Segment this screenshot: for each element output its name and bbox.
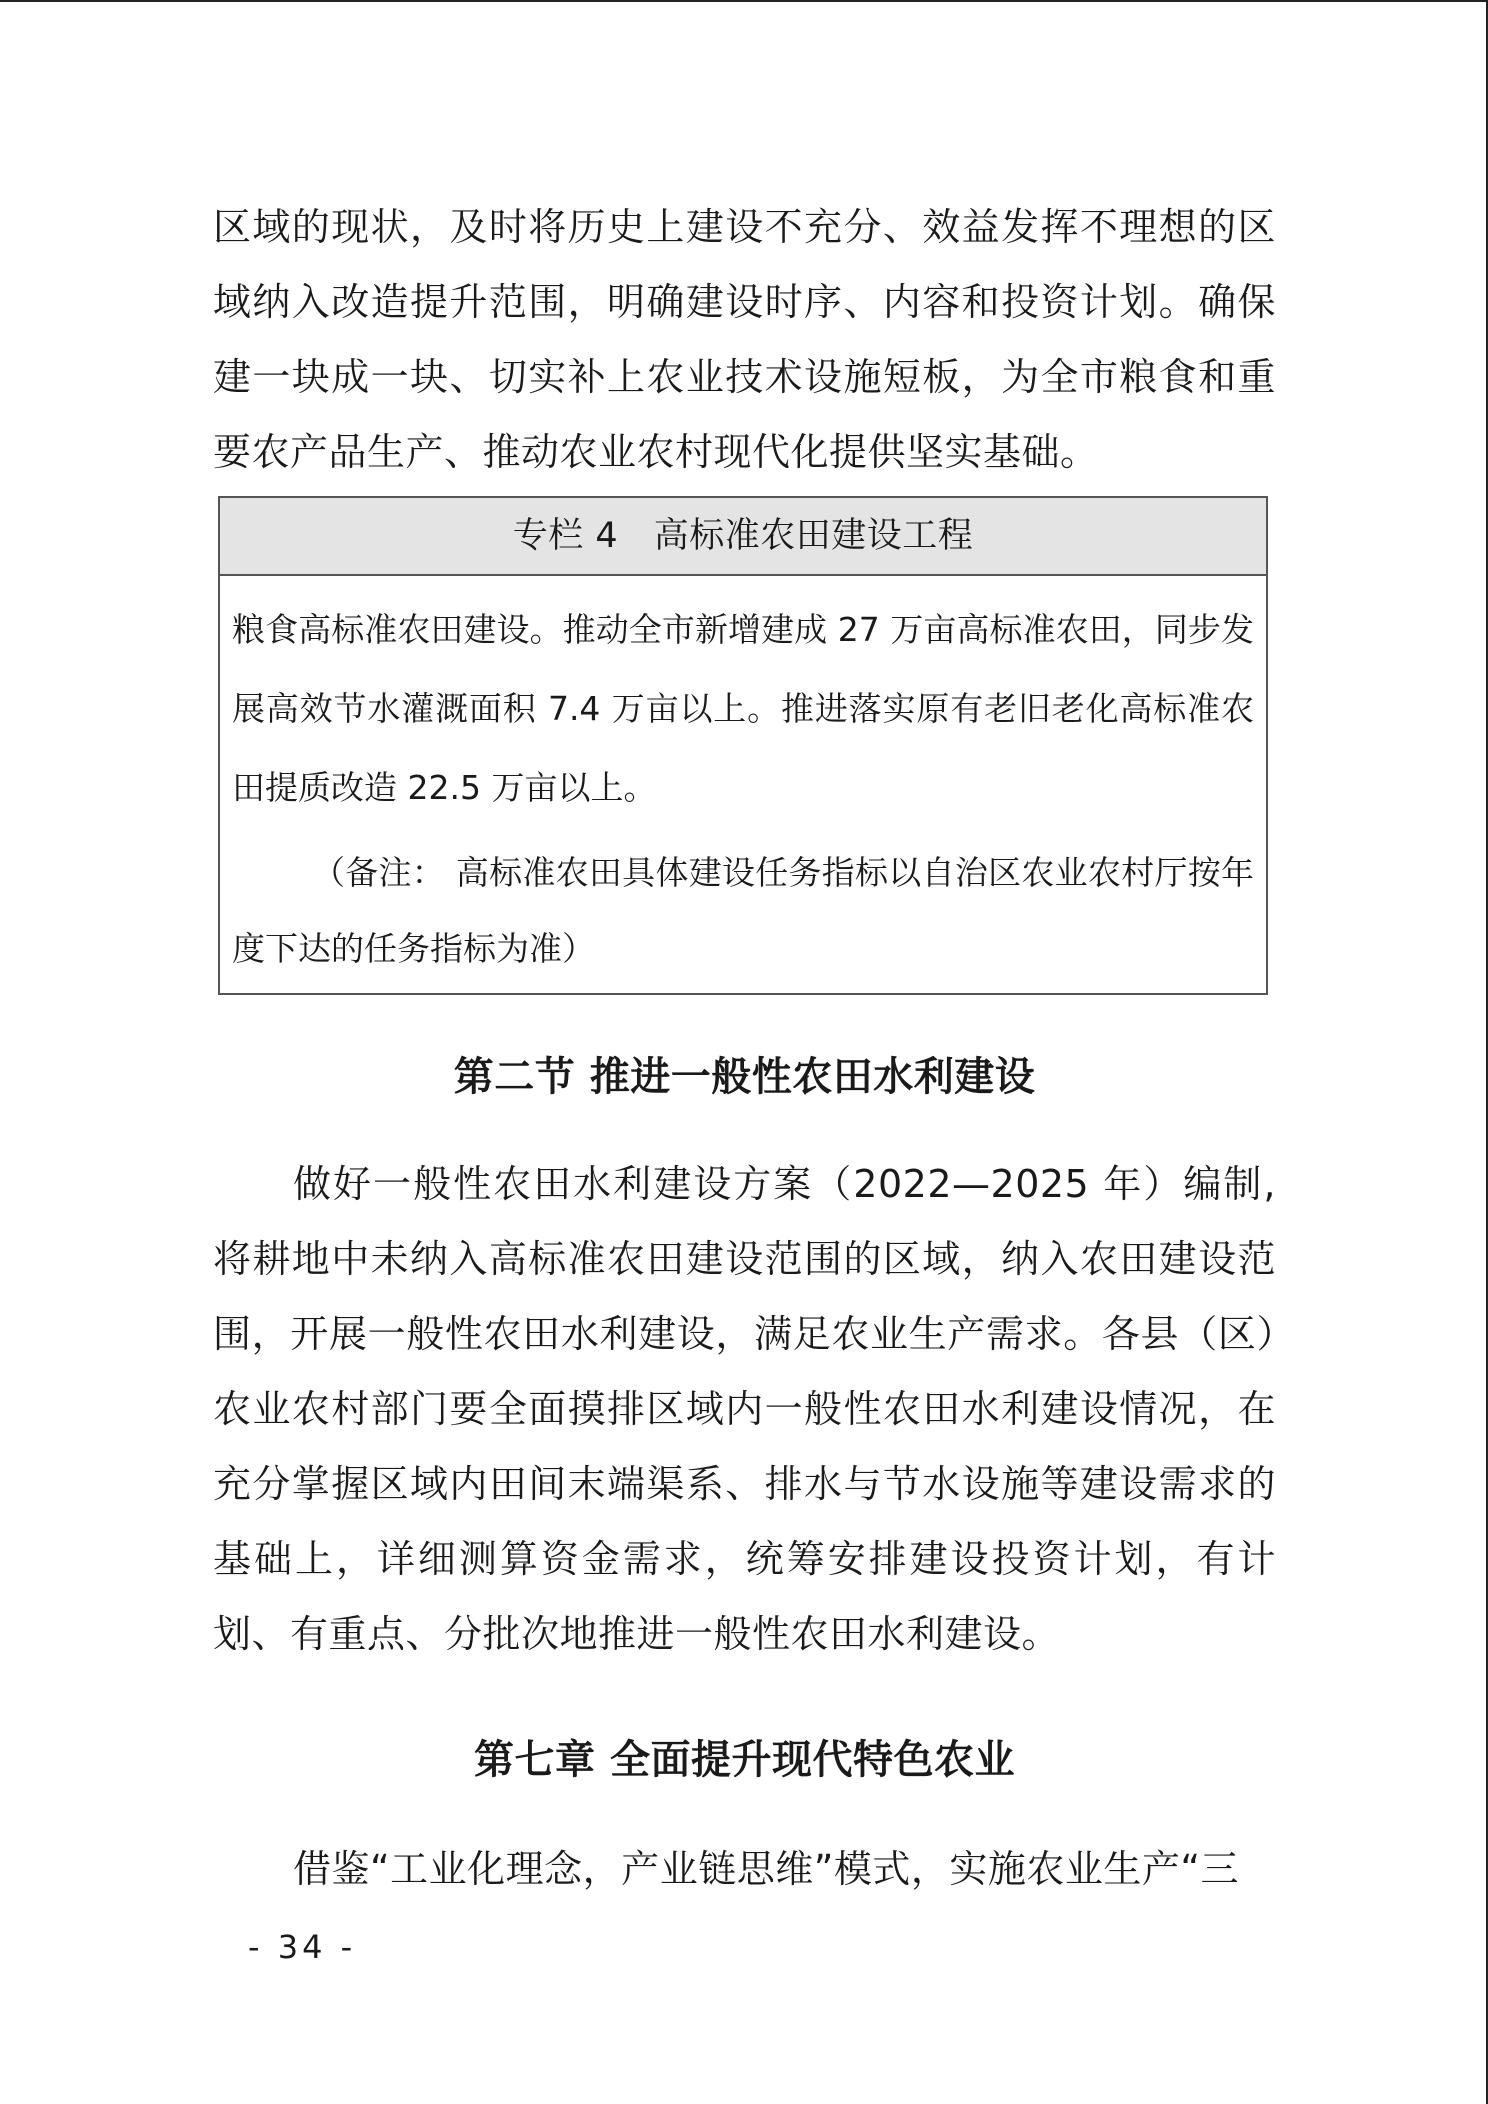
feature-box-note: （备注： 高标准农田具体建设任务指标以自治区农业农村厅按年度下达的任务指标为准） <box>232 853 1254 968</box>
feature-box <box>218 496 1268 995</box>
feature-box-body <box>220 576 1266 993</box>
section-heading: 第二节 推进一般性农田水利建设 <box>453 1054 1036 1100</box>
page-number: - 34 - <box>248 1928 357 1966</box>
document-page <box>213 190 1276 1907</box>
feature-box-title: 专栏 4 高标准农田建设工程 <box>220 498 1266 576</box>
page-top-edge <box>0 0 1488 2</box>
body-paragraph: 做好一般性农田水利建设方案（2022—2025 年）编制,将耕地中未纳入高标准农田建设范围的区域，纳入农田建设范围，开展一般性农田水利建设，满足农业生产需求。各县（区）农业农村部门要全面摸排区域内一般性农田水利建设情况，在充分掌握区域内田间末端渠系、排水与节水设施等建设需求的基础上，详细测算资金需求，统筹安排建设投资计划，有计划、有重点、分批次地推进一般性农田水利建设。 <box>213 1162 1276 1656</box>
body-paragraph: 区域的现状，及时将历史上建设不充分、效益发挥不理想的区域纳入改造提升范围，明确建设时序、内容和投资计划。确保建一块成一块、切实补上农业技术设施短板，为全市粮食和重要农产品生产、推动农业农村现代化提供坚实基础。 <box>213 205 1276 474</box>
body-paragraph: 借鉴“工业化理念，产业链思维”模式，实施农业生产“三 <box>293 1847 1240 1891</box>
chapter-heading: 第七章 全面提升现代特色农业 <box>474 1737 1015 1783</box>
feature-box-text: 粮食高标准农田建设。推动全市新增建成 27 万亩高标准农田，同步发展高效节水灌溉面积 7.4 万亩以上。推进落实原有老旧老化高标准农田提质改造 22.5 万亩以上。 <box>232 610 1254 807</box>
